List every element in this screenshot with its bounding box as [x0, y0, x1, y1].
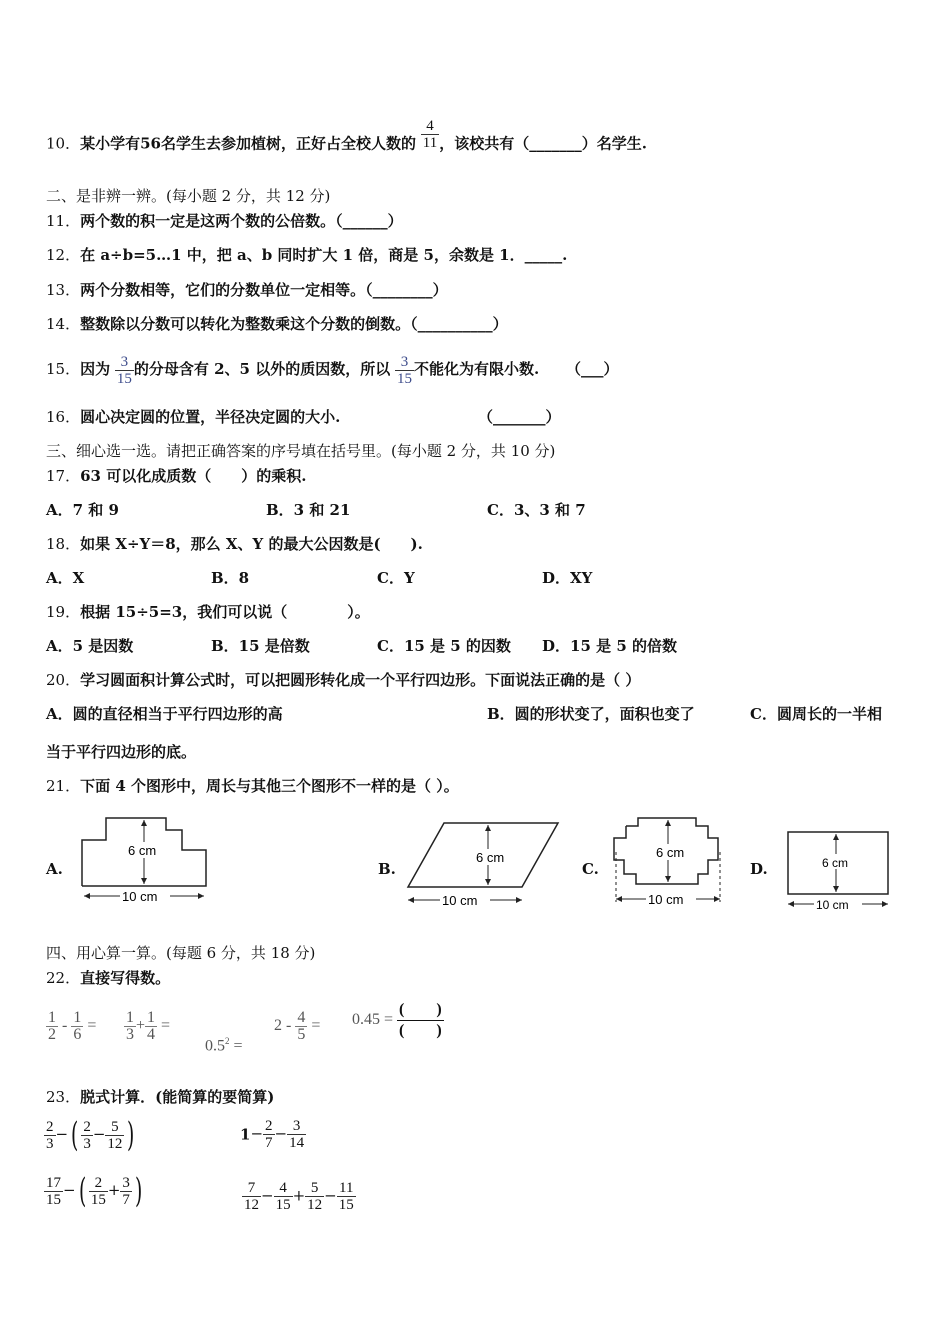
height-label: 6 cm [128, 843, 157, 858]
option-a: A．5 是因数 [46, 637, 134, 655]
option-c: C．3、3 和 7 [487, 501, 586, 519]
option-c-continued: 当于平行四边形的底。 [46, 743, 197, 761]
height-label: 6 cm [822, 856, 849, 870]
width-label: 10 cm [442, 893, 478, 908]
question-23: 23．脱式计算．(能简算的要简算) [46, 1088, 275, 1106]
option-b: B．15 是倍数 [211, 637, 310, 655]
option-b: B．3 和 21 [266, 501, 351, 519]
width-label: 10 cm [648, 892, 684, 907]
figure-a-label: A. [46, 860, 63, 878]
question-15: 15．因为 $\frac{3}{15}$ 的分母含有 2、5 以外的质因数，所以 $\frac{3}{15}$ 不能化为有限小数. （___） [46, 353, 619, 387]
question-11: 11．两个数的积一定是这两个数的公倍数。（______） [46, 212, 403, 230]
height-label: 6 cm [476, 850, 505, 865]
question-18: 18．如果 X÷Y＝8，那么 X、Y 的最大公因数是( ). [46, 535, 423, 553]
option-c: C．15 是 5 的因数 [377, 637, 511, 655]
expression-3: $0.5^2$ = [205, 1036, 243, 1055]
question-20: 20．学习圆面积计算公式时，可以把圆形转化成一个平行四边形。下面说法正确的是（ ） [46, 671, 641, 689]
question-12: 12．在 a÷b=5…1 中，把 a、b 同时扩大 1 倍，商是 5，余数是 1．_____. [46, 246, 568, 264]
expression-1: $\frac{1}{2}$ - $\frac{1}{6}$ = [48, 1009, 97, 1043]
figure-d-rectangle [780, 816, 895, 914]
figure-b-label: B. [378, 860, 396, 878]
option-d: D．XY [542, 569, 593, 587]
figure-d-label: D. [750, 860, 768, 878]
width-label: 10 cm [122, 889, 158, 904]
fraction-3-15: $\frac{3}{15}$ [397, 353, 412, 387]
figure-c-notched-shape [608, 812, 728, 912]
option-d: D．15 是 5 的倍数 [542, 637, 677, 655]
calc-expression-1: $\frac{2}{3}$ −( $\frac{2}{3}$ − $\frac{5}{12}$ ) [46, 1115, 135, 1155]
section-4-heading: 四、用心算一算。(每题 6 分，共 18 分) [46, 944, 316, 962]
option-b: B．圆的形状变了，面积也变了 [487, 705, 695, 723]
question-22: 22．直接写得数。 [46, 969, 171, 987]
option-b: B．8 [211, 569, 250, 587]
option-c: C．Y [377, 569, 415, 587]
calc-expression-3: $\frac{17}{15}$ −( $\frac{2}{15}$ + $\frac{3}{7}$ ) [46, 1171, 143, 1211]
question-16-blank: （_______） [478, 408, 561, 426]
option-a: A．圆的直径相当于平行四边形的高 [46, 705, 283, 723]
figure-c-label: C. [582, 860, 599, 878]
figure-b-parallelogram [402, 815, 562, 911]
fraction-3-15: $\frac{3}{15}$ [116, 353, 132, 387]
question-21: 21．下面 4 个图形中，周长与其他三个图形不一样的是（ ）。 [46, 777, 459, 795]
fraction-4-11: $\frac{4}{11}$ [422, 118, 438, 151]
height-label: 6 cm [656, 845, 685, 860]
question-13: 13．两个分数相等，它们的分数单位一定相等。（________） [46, 281, 448, 299]
width-label: 10 cm [816, 898, 849, 912]
question-10: 10．某小学有56名学生去参加植树，正好占全校人数的 $\frac{4}{11}$ ，该校共有（_______）名学生. [46, 118, 647, 153]
section-3-heading: 三、细心选一选。请把正确答案的序号填在括号里。(每小题 2 分，共 10 分) [46, 442, 556, 460]
section-2-heading: 二、是非辨一辨。(每小题 2 分，共 12 分) [46, 187, 331, 205]
expression-2: $\frac{1}{3}$ + $\frac{1}{4}$ = [126, 1009, 171, 1043]
figure-a-stepped-shape [76, 812, 216, 908]
option-a: A．7 和 9 [46, 501, 119, 519]
question-19: 19．根据 15÷5=3，我们可以说（ ）。 [46, 603, 370, 621]
expression-5: 0.45 = $\frac{( )}{( )}$ [352, 1001, 442, 1039]
question-16: 16．圆心决定圆的位置，半径决定圆的大小. [46, 408, 341, 426]
question-17: 17．63 可以化成质数（ ）的乘积. [46, 467, 307, 485]
question-14: 14．整数除以分数可以转化为整数乘这个分数的倒数。（__________） [46, 315, 508, 333]
calc-expression-2: 1− $\frac{2}{7}$ − $\frac{3}{14}$ [240, 1118, 305, 1151]
option-a: A．X [46, 569, 85, 587]
option-c: C．圆周长的一半相 [750, 705, 882, 723]
expression-4: 2 - $\frac{4}{5}$ = [274, 1009, 321, 1043]
calc-expression-4: $\frac{7}{12}$ − $\frac{4}{15}$ + $\frac{5}{12}$ − $\frac{11}{15}$ [244, 1180, 354, 1213]
